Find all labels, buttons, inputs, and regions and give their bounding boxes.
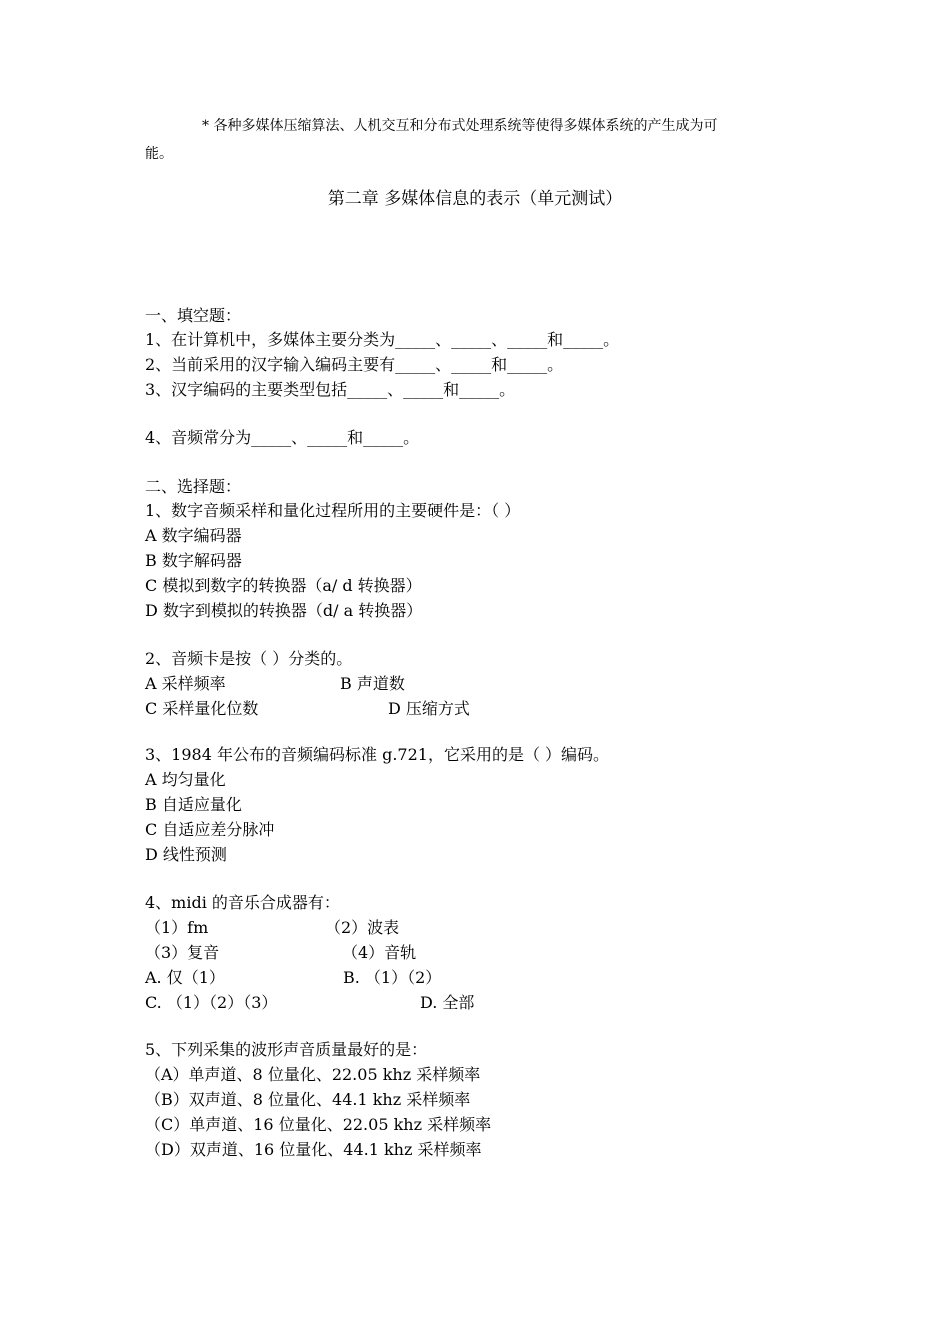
- option-c: C 模拟到数字的转换器（a/ d 转换器）: [145, 576, 422, 595]
- option-c: （C）单声道、16 位量化、22.05 khz 采样频率: [145, 1115, 492, 1134]
- question-stem: 5、下列采集的波形声音质量最好的是：: [145, 1040, 428, 1059]
- question-stem: 3、1984 年公布的音频编码标准 g.721，它采用的是（ ）编码。: [145, 745, 610, 764]
- option-c: C. （1）（2）（3）: [145, 993, 278, 1012]
- option-b: B 自适应量化: [145, 795, 242, 814]
- option-a: A 均匀量化: [145, 770, 226, 789]
- option-b: （B）双声道、8 位量化、44.1 khz 采样频率: [145, 1090, 471, 1109]
- option-a: A. 仅（1）: [145, 968, 225, 987]
- item-4: （4）音轨: [342, 943, 417, 962]
- option-d: D. 全部: [420, 993, 475, 1012]
- option-b: B. （1）（2）: [343, 968, 442, 987]
- option-c: C 采样量化位数: [145, 699, 259, 718]
- option-d: D 线性预测: [145, 845, 227, 864]
- option-b: B 声道数: [340, 674, 405, 693]
- question-stem: 1、数字音频采样和量化过程所用的主要硬件是：（ ）: [145, 501, 521, 520]
- fill-in-heading: 一、填空题：: [145, 306, 242, 325]
- option-a: A 采样频率: [145, 674, 226, 693]
- intro-line-2: 能。: [145, 146, 173, 162]
- option-a: A 数字编码器: [145, 526, 242, 545]
- question-stem: 4、midi 的音乐合成器有：: [145, 893, 340, 912]
- question-stem: 2、音频卡是按（ ）分类的。: [145, 649, 353, 668]
- option-d: （D）双声道、16 位量化、44.1 khz 采样频率: [145, 1140, 482, 1159]
- option-d: D 数字到模拟的转换器（d/ a 转换器）: [145, 601, 423, 620]
- fill-in-question-4: 4、音频常分为_____、_____和_____。: [145, 428, 420, 447]
- choice-heading: 二、选择题：: [145, 477, 242, 496]
- option-b: B 数字解码器: [145, 551, 242, 570]
- fill-in-question-1: 1、在计算机中，多媒体主要分类为_____、_____、_____和_____。: [145, 330, 620, 349]
- fill-in-question-2: 2、当前采用的汉字输入编码主要有_____、_____和_____。: [145, 355, 564, 374]
- option-c: C 自适应差分脉冲: [145, 820, 275, 839]
- option-d: D 压缩方式: [388, 699, 470, 718]
- option-a: （A）单声道、8 位量化、22.05 khz 采样频率: [145, 1065, 481, 1084]
- intro-line-1: * 各种多媒体压缩算法、人机交互和分布式处理系统等使得多媒体系统的产生成为可: [202, 118, 718, 134]
- item-1: （1）fm: [145, 918, 209, 937]
- item-3: （3）复音: [145, 943, 220, 962]
- fill-in-question-3: 3、汉字编码的主要类型包括_____、_____和_____。: [145, 380, 516, 399]
- chapter-title: 第二章 多媒体信息的表示（单元测试）: [327, 189, 623, 209]
- item-2: （2）波表: [325, 918, 400, 937]
